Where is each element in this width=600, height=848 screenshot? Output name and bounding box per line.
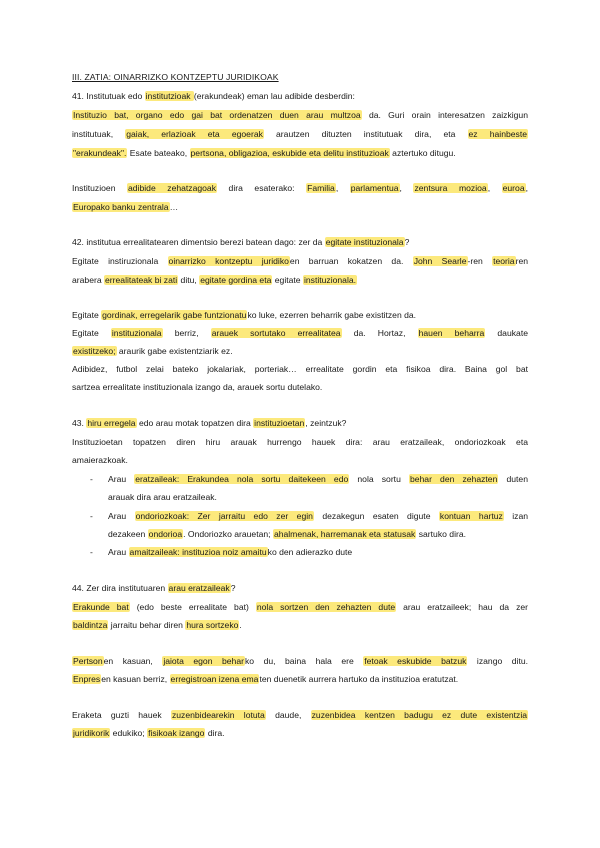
text-run: jarraitu behar diren: [108, 620, 186, 630]
text-run: ,: [335, 183, 350, 193]
highlight: amaitzaileak: instituzioa noiz amaitu: [129, 547, 267, 557]
text-run: arabera: [72, 275, 105, 285]
highlight: Pertson: [73, 656, 103, 666]
highlight: hura sortzeko: [186, 620, 239, 630]
highlight: pertsona, obligazioa, eskubide eta delitu instituzioak: [190, 148, 389, 158]
highlight: erregistroan izena ema: [170, 674, 259, 684]
highlight: gordinak, erregelarik gabe funtzionatu: [102, 310, 247, 320]
list-item: [108, 510, 528, 523]
list-item-continuation: [108, 528, 528, 541]
text-run: Adibidez, futbol zelai bateko jokalariak, porteriak… errealitate gordin eta fisikoa dira. Baina gol bat: [72, 364, 528, 374]
highlight: instituzionala: [111, 328, 162, 338]
text-run: ko du, baina hala ere: [244, 656, 364, 666]
text-run: en barruan kokatzen da.: [289, 256, 413, 266]
highlight: nola sortzen den zehazten dute: [256, 602, 396, 612]
text-run: . Ondoriozko arauetan;: [183, 529, 273, 539]
text-run: edukiko;: [110, 728, 148, 738]
paragraph-line: [72, 363, 528, 376]
paragraph-line: [72, 327, 528, 340]
text-run: amaierazkoak.: [72, 455, 128, 465]
text-run: arau eratzaileek; hau da zer: [396, 602, 529, 612]
highlight: zuzenbidearekin lotuta: [171, 710, 265, 720]
highlight: existitzeko;: [73, 346, 116, 356]
paragraph-line: [72, 454, 528, 467]
text-run: ?: [404, 237, 410, 247]
text-run: dezakegun esaten digute: [313, 511, 439, 521]
list-item-continuation: [108, 491, 528, 504]
text-run: arautzen dituzten institutuak dira, eta: [263, 129, 468, 139]
paragraph-line: [72, 345, 528, 358]
highlight: Enpres: [73, 674, 101, 684]
highlight: Familia: [307, 183, 335, 193]
highlight: euroa: [502, 183, 525, 193]
question-42: [72, 236, 528, 249]
highlight: ez hainbeste: [468, 129, 527, 139]
question-44: [72, 582, 528, 595]
text-run: -ren: [467, 256, 493, 266]
highlight: eratzaileak: Erakundea nola sortu daitekeen edo: [135, 474, 349, 484]
text-run: duten: [498, 474, 528, 484]
text-run: edo arau motak topatzen dira: [136, 418, 254, 428]
highlight: adibide zehatzagoak: [128, 183, 217, 193]
text-run: Arau: [108, 547, 129, 557]
text-run: ?: [230, 583, 236, 593]
text-run: Egitate: [72, 310, 102, 320]
paragraph-line: [72, 147, 528, 160]
text-run: Arau: [108, 474, 135, 484]
highlight: egitate instituzionala: [325, 237, 404, 247]
text-run: izango ditu.: [467, 656, 529, 666]
paragraph-line: [72, 381, 528, 394]
highlight: institutzioak: [145, 91, 193, 101]
text-run: berriz,: [162, 328, 211, 338]
text-run: 41. Institutuak edo: [72, 91, 145, 101]
highlight: jaiota egon behar: [163, 656, 244, 666]
text-run: Egitate: [72, 328, 111, 338]
text-run: ditu,: [178, 275, 200, 285]
highlight: Instituzio bat, organo edo gai bat ordenatzen duen arau multzoa: [73, 110, 361, 120]
paragraph-line: [72, 727, 528, 740]
highlight: Erakunde bat: [73, 602, 129, 612]
text-run: da. Guri orain interesatzen zaizkigun: [361, 110, 528, 120]
paragraph-line: [72, 309, 528, 322]
highlight: instituzionala.: [303, 275, 357, 285]
text-run: Egitate instiruzionala: [72, 256, 168, 266]
paragraph-line: [72, 128, 528, 141]
text-run: Esate bateako,: [127, 148, 190, 158]
text-run: Eraketa guzti hauek: [72, 710, 171, 720]
text-run: ren: [515, 256, 529, 266]
text-run: ko den adierazko dute: [267, 547, 353, 557]
highlight: errealitateak bi zati: [105, 275, 178, 285]
highlight: Europako banku zentrala: [73, 202, 169, 212]
highlight: ondoriozkoak: Zer jarraitu edo zer egin: [135, 511, 313, 521]
text-run: dira.: [205, 728, 225, 738]
text-run: ,: [399, 183, 414, 193]
text-run: .: [239, 620, 242, 630]
paragraph-line: [72, 601, 528, 614]
question-43: [72, 417, 528, 430]
text-run: sartuko dira.: [416, 529, 467, 539]
text-run: dira esaterako:: [217, 183, 307, 193]
list-bullet: -: [90, 547, 93, 557]
list-item: [108, 473, 528, 486]
highlight: "erakundeak".: [73, 148, 127, 158]
text-run: 44. Zer dira institutuaren: [72, 583, 168, 593]
list-item: [108, 546, 528, 559]
paragraph-line: [72, 709, 528, 722]
highlight: gaiak, erlazioak eta egoerak: [126, 129, 263, 139]
text-run: araurik gabe existentziarik ez.: [116, 346, 233, 356]
paragraph-line: [72, 109, 528, 122]
highlight: fetoak eskubide batzuk: [364, 656, 467, 666]
text-run: daude,: [265, 710, 311, 720]
highlight: ahalmenak, harremanak eta statusak: [273, 529, 416, 539]
paragraph-line: [72, 655, 528, 668]
highlight: zuzenbidea kentzen badugu ez dute existentzia: [311, 710, 528, 720]
text-run: institutuak,: [72, 129, 126, 139]
highlight: arau eratzaileak: [168, 583, 230, 593]
text-run: (erakundeak) eman lau adibide desberdin:: [193, 91, 355, 101]
text-run: ko luke, ezerren beharrik gabe existitzen da.: [247, 310, 417, 320]
text-run: arauak dira arau eratzaileak.: [108, 492, 217, 502]
highlight: oinarrizko kontzeptu juridiko: [168, 256, 289, 266]
text-run: da. Hortaz,: [341, 328, 418, 338]
highlight: behar den zehazten: [409, 474, 498, 484]
text-run: 43.: [72, 418, 87, 428]
paragraph-line: [72, 274, 528, 287]
text-run: aztertuko ditugu.: [389, 148, 456, 158]
text-run: …: [169, 202, 179, 212]
paragraph-line: [72, 619, 528, 632]
paragraph-line: [72, 436, 528, 449]
highlight: parlamentua: [350, 183, 399, 193]
list-bullet: -: [90, 474, 93, 484]
text-run: en kasuan berriz,: [101, 674, 170, 684]
text-run: nola sortu: [349, 474, 409, 484]
highlight: kontuan hartuz: [439, 511, 503, 521]
paragraph-line: [72, 673, 528, 686]
highlight: ondorioa: [148, 529, 183, 539]
question-41: [72, 90, 528, 103]
paragraph-line: [72, 182, 528, 195]
paragraph-line: [72, 201, 528, 214]
text-run: Instituzioetan topatzen diren hiru arauak hurrengo hauek dira: arau eratzaileak, ondoriozkoak eta: [72, 437, 528, 447]
highlight: instituzioetan: [254, 418, 305, 428]
text-run: ten duenetik aurrera hartuko da instituzioa eratutzat.: [259, 674, 459, 684]
highlight: John Searle: [413, 256, 467, 266]
text-run: Instituzioen: [72, 183, 128, 193]
text-run: dezakeen: [108, 529, 148, 539]
highlight: teoria: [493, 256, 515, 266]
text-run: Arau: [108, 511, 135, 521]
text-run: sartzea errealitate instituzionala izango da, arauek sortu dutelako.: [72, 382, 323, 392]
text-run: izan: [503, 511, 529, 521]
text-run: en kasuan,: [103, 656, 163, 666]
highlight: arauek sortutako errealitatea: [211, 328, 341, 338]
text-run: egitate: [272, 275, 303, 285]
highlight: hiru erregela: [87, 418, 136, 428]
text-run: 42. institutua errealitatearen dimentsio berezi batean dago: zer da: [72, 237, 325, 247]
text-run: (edo beste errealitate bat): [129, 602, 256, 612]
highlight: fisikoak izango: [148, 728, 205, 738]
paragraph-line: [72, 255, 528, 268]
text-run: ,: [525, 183, 528, 193]
highlight: zentsura mozioa: [414, 183, 487, 193]
highlight: egitate gordina eta: [200, 275, 272, 285]
highlight: baldintza: [73, 620, 108, 630]
text-run: , zeintzuk?: [305, 418, 347, 428]
text-run: daukate: [485, 328, 528, 338]
text-run: ,: [487, 183, 502, 193]
section-title: III. ZATIA: OINARRIZKO KONTZEPTU JURIDIKOAK: [72, 72, 279, 82]
highlight: juridikorik: [73, 728, 110, 738]
highlight: hauen beharra: [418, 328, 485, 338]
list-bullet: -: [90, 511, 93, 521]
